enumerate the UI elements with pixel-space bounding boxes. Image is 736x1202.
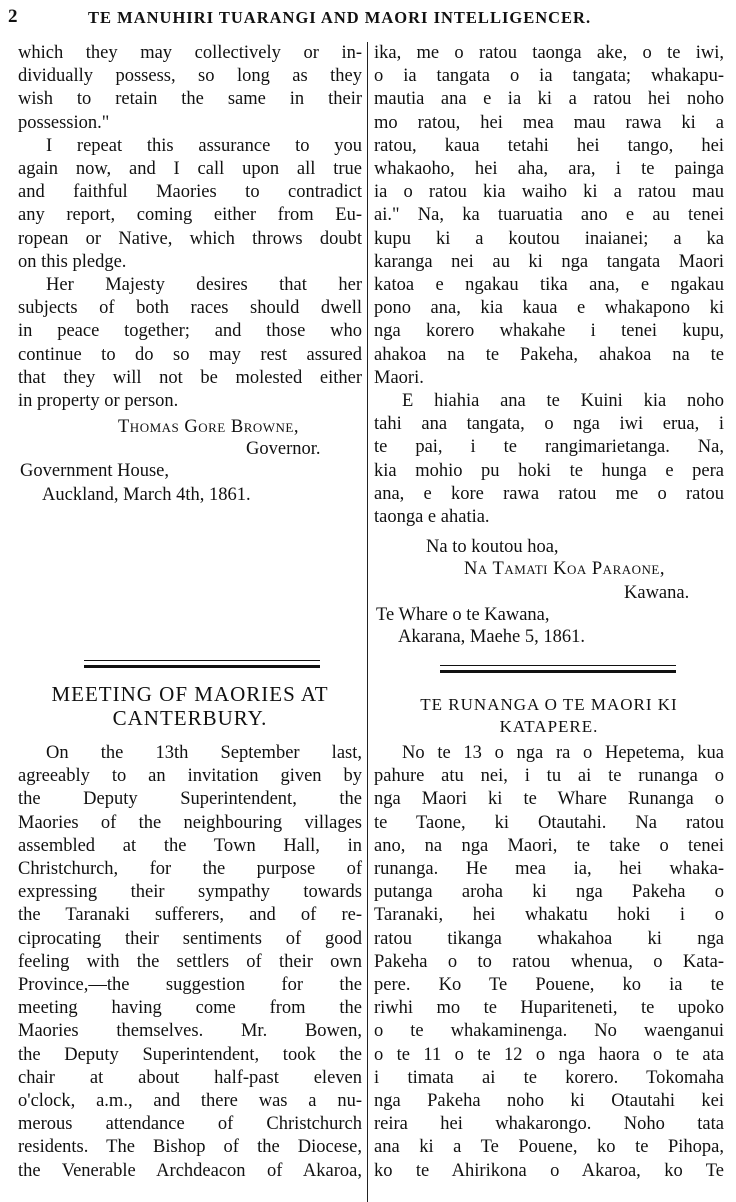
text-line: Taranaki, hei whakatu hoki i o: [374, 905, 724, 926]
text-line: in property or person.: [18, 391, 179, 411]
text-line: Christchurch, for the purpose of: [18, 859, 362, 879]
text-line: taonga e ahatia.: [374, 507, 490, 527]
article-heading-line-1: MEETING OF MAORIES AT: [51, 682, 329, 706]
text-line: which they may collectively or in-: [18, 43, 362, 63]
text-line: runanga. He mea ia, hei whaka-: [374, 859, 724, 879]
text-line: ana ki a Te Pouene, ko te Pihopa,: [374, 1137, 724, 1158]
text-line: o te 11 o te 12 o nga haora o te ata: [374, 1044, 724, 1065]
text-line: kia mohio pu hoki te hunga e pera: [374, 460, 724, 481]
text-line: pere. Ko Te Pouene, ko ia te: [374, 975, 724, 995]
page-number: 2: [8, 6, 18, 27]
text-line: that they will not be molested either: [18, 367, 362, 388]
article-heading-english: [18, 682, 362, 730]
text-line: Maories themselves. Mr. Bowen,: [18, 1021, 362, 1042]
text-line: assembled at the Town Hall, in: [18, 835, 362, 856]
text-line: ko te Ahirikona o Akaroa, ko Te: [374, 1160, 724, 1181]
article-heading-maori: [374, 694, 724, 738]
text-line: ropean or Native, which throws doubt: [18, 228, 362, 249]
text-line: dividually possess, so long as they: [18, 66, 362, 87]
text-line: pono ana, kia kaua e whakapono ki: [374, 298, 724, 319]
governor-title: Governor.: [246, 439, 321, 459]
text-line: ai." Na, ka tuaruatia ano e au tenei: [374, 205, 724, 226]
maori-section-rule-thick: [440, 670, 676, 673]
text-line: expressing their sympathy towards: [18, 882, 362, 903]
maori-section-rule-thin: [440, 665, 676, 666]
text-line: karanga nei au ki nga tangata Maori: [374, 251, 724, 272]
text-line: te pai, i te rangimarietanga. Na,: [374, 437, 724, 458]
text-line: On the 13th September last,: [46, 743, 362, 763]
closing-salutation: Na to koutou hoa,: [426, 537, 559, 557]
text-line: ciprocating their sentiments of good: [18, 928, 362, 949]
text-line: putanga aroha ki nga Pakeha o: [374, 882, 724, 903]
text-line: wish to retain the same in their: [18, 89, 362, 110]
column-divider: [367, 42, 368, 1202]
text-line: Maori.: [374, 367, 424, 388]
text-line: ika, me o ratou taonga ake, o te iwi,: [374, 43, 724, 63]
text-line: mautia ana e ia ki a ratou hei noho: [374, 89, 724, 110]
text-line: riwhi mo te Hupariteneti, te upoko: [374, 998, 724, 1019]
text-line: merous attendance of Christchurch: [18, 1114, 362, 1135]
text-line: subjects of both races should dwell: [18, 298, 362, 319]
newspaper-title: TE MANUHIRI TUARANGI AND MAORI INTELLIGENCER.: [88, 8, 592, 27]
text-line: whakaoho, hei aha, ara, i te painga: [374, 159, 724, 179]
running-header: [0, 0, 736, 36]
text-line: the Deputy Superintendent, the: [18, 789, 362, 810]
text-line: Pakeha o to ratou whenua, o Kata-: [374, 951, 724, 972]
maori-heading-line-2: KATAPERE.: [499, 717, 599, 736]
maori-signature-date: Akarana, Maehe 5, 1861.: [398, 627, 585, 647]
text-line: o'clock, a.m., and there was a nu-: [18, 1091, 362, 1111]
text-line: Her Majesty desires that her: [46, 275, 362, 295]
text-line: nga Maori ki te Whare Runanga o: [374, 789, 724, 810]
maori-signature-place: Te Whare o te Kawana,: [376, 605, 550, 625]
text-line: nga Pakeha noho ki Otautahi kei: [374, 1091, 724, 1111]
text-line: chair at about half-past eleven: [18, 1067, 362, 1088]
text-line: the Venerable Archdeacon of Akaroa,: [18, 1160, 362, 1181]
maori-governor-title: Kawana.: [624, 583, 690, 603]
text-line: meeting having come from the: [18, 998, 362, 1019]
signature-place: Government House,: [20, 461, 169, 481]
text-line: o te whakaminenga. No waenganui: [374, 1021, 724, 1042]
text-line: mo ratou, hei mea mau rawa ki a: [374, 112, 724, 133]
text-line: o ia tangata o ia tangata; whakapu-: [374, 66, 724, 87]
text-line: any report, coming either from Eu-: [18, 205, 362, 226]
governor-signature: Thomas Gore Browne,: [118, 417, 299, 437]
text-line: the Deputy Superintendent, took the: [18, 1044, 362, 1065]
text-line: continue to do so may rest assured: [18, 344, 362, 365]
text-line: katoa e ngakau tika ana, e ngakau: [374, 275, 724, 295]
signature-date: Auckland, March 4th, 1861.: [42, 485, 251, 505]
text-line: kupu ki a koutou inaianei; a ka: [374, 228, 724, 249]
text-line: the Taranaki sufferers, and of re-: [18, 905, 362, 926]
section-rule-thin: [84, 660, 320, 661]
text-line: i timata ai te korero. Tokomaha: [374, 1067, 724, 1088]
maori-heading-line-1: TE RUNANGA O TE MAORI KI: [420, 695, 678, 714]
text-line: No te 13 o nga ra o Hepetema, kua: [402, 743, 724, 763]
text-line: ano, na nga Maori, te take o tenei: [374, 835, 724, 856]
text-line: reira hei whakarongo. Noho tata: [374, 1114, 724, 1135]
text-line: Maories of the neighbouring villages: [18, 812, 362, 833]
text-line: again now, and I call upon all true: [18, 159, 362, 179]
text-line: tahi ana tangata, o nga iwi erua, i: [374, 414, 724, 435]
text-line: I repeat this assurance to you: [46, 135, 362, 156]
text-line: Province,—the suggestion for the: [18, 975, 362, 995]
text-line: in peace together; and those who: [18, 321, 362, 342]
text-line: E hiahia ana te Kuini kia noho: [402, 391, 724, 411]
section-rule-thick: [84, 665, 320, 668]
text-line: agreeably to an invitation given by: [18, 766, 362, 787]
text-line: and faithful Maories to contradict: [18, 182, 362, 203]
text-line: ratou, kaua tetahi hei tango, hei: [374, 135, 724, 156]
text-line: ana, e kore rawa ratou me o ratou: [374, 483, 724, 504]
text-line: ratou tikanga whakahoa ki nga: [374, 928, 724, 949]
text-line: on this pledge.: [18, 251, 127, 272]
text-line: ahakoa na te Pakeha, ahakoa na te: [374, 344, 724, 365]
text-line: residents. The Bishop of the Diocese,: [18, 1137, 362, 1158]
maori-governor-signature: Na Tamati Koa Paraone,: [464, 559, 665, 579]
text-line: nga korero whakahe i tenei kupu,: [374, 321, 724, 342]
text-line: te Taone, ki Otautahi. Na ratou: [374, 812, 724, 833]
text-line: pahure atu nei, i tu ai te runanga o: [374, 766, 724, 787]
article-heading-line-2: CANTERBURY.: [112, 706, 268, 730]
text-line: ia o ratou kia waiho ki a ratou mau: [374, 182, 724, 203]
text-line: possession.": [18, 112, 110, 133]
text-line: feeling with the settlers of their own: [18, 951, 362, 972]
